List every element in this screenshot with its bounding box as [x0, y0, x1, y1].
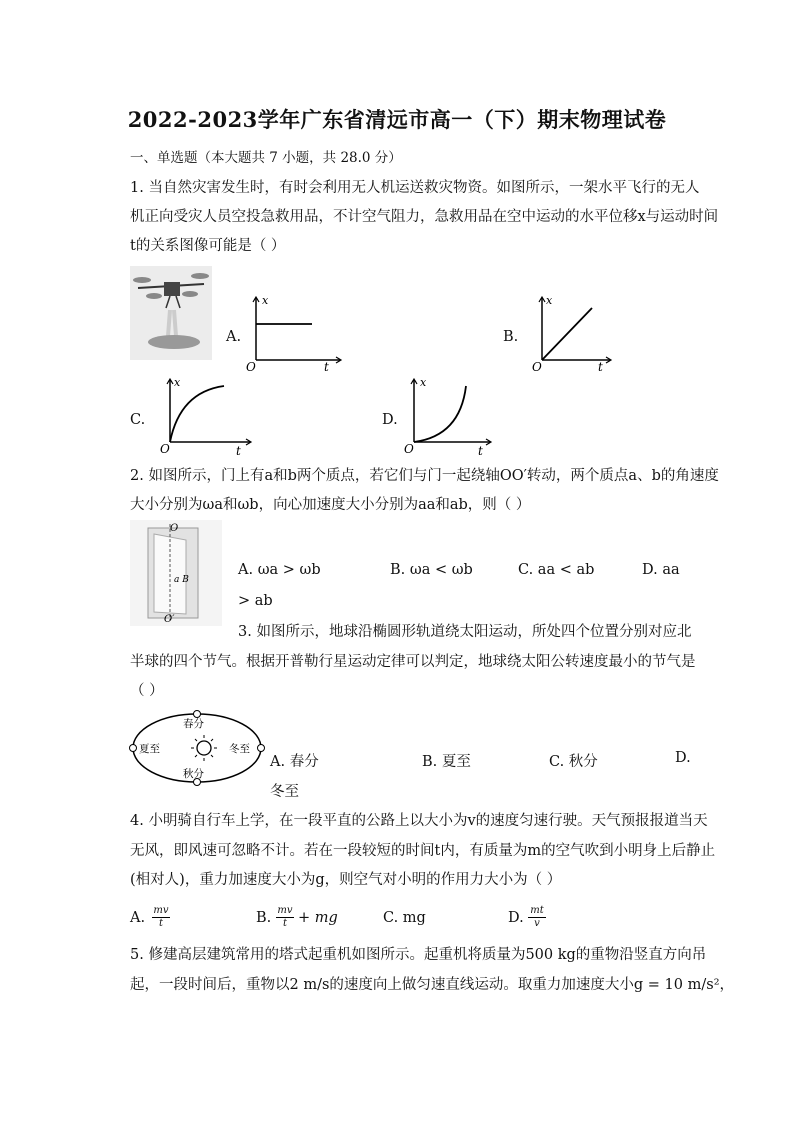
q4-option-a-fraction	[152, 905, 170, 930]
q4-option-b-tail: + mg	[298, 910, 338, 926]
orbit-diagram	[128, 710, 266, 790]
orbit-spring-equinox: 春分	[183, 718, 204, 730]
q1-b-x-label: x	[546, 294, 553, 307]
q4-option-a[interactable]: A.	[130, 910, 146, 926]
q2-option-d-cont: > ab	[238, 593, 273, 609]
q3-option-d-cont: 冬至	[270, 784, 299, 800]
q2-option-d[interactable]: D. aa	[642, 562, 680, 578]
q1-b-origin: O	[532, 360, 542, 374]
fraction-numerator: mv	[153, 905, 169, 916]
q2-option-b[interactable]: B. ωa < ωb	[390, 562, 473, 578]
section-heading: 一、单选题（本大题共 7 小题，共 28.0 分）	[130, 150, 402, 166]
q3-option-d[interactable]: D.	[675, 750, 691, 766]
q4-option-d[interactable]: D.	[508, 910, 524, 926]
fraction-denominator: v	[528, 917, 546, 930]
q1-option-b[interactable]: B.	[503, 329, 519, 345]
q1-b-t-label: t	[598, 360, 603, 374]
q1-graph-a	[244, 292, 344, 374]
orbit-summer-solstice: 夏至	[139, 743, 160, 755]
q4-line2: 无风，即风速可忽略不计。若在一段较短的时间t内，有质量为m的空气吹到小明身上后静止	[130, 843, 716, 859]
q2-option-a[interactable]: A. ωa > ωb	[238, 562, 321, 578]
sun-icon	[191, 735, 217, 761]
q1-c-x-label: x	[174, 376, 181, 389]
q1-option-a[interactable]: A.	[226, 329, 242, 345]
q3-line3: （ ）	[130, 683, 164, 699]
q5-line2: 起，一段时间后，重物以2 m/s的速度向上做匀速直线运动。取重力加速度大小g = 10 m/s²，	[130, 977, 735, 993]
fraction-numerator: mt	[530, 905, 544, 916]
drone-photo	[130, 266, 212, 360]
q1-a-t-label: t	[324, 360, 329, 374]
q1-a-origin: O	[246, 360, 256, 374]
q3-line2: 半球的四个节气。根据开普勒行星运动定律可以判定，地球绕太阳公转速度最小的节气是	[130, 654, 696, 670]
q1-graph-d	[402, 374, 494, 458]
q2-line2: 大小分别为ωa和ωb，向心加速度大小分别为aa和ab，则（ ）	[130, 497, 531, 513]
q1-a-x-label: x	[262, 294, 269, 307]
fraction-denominator: t	[276, 917, 294, 930]
door-axis-bottom: O′	[164, 614, 175, 625]
q1-line1: 1. 当自然灾害发生时，有时会利用无人机运送救灾物资。如图所示，一架水平飞行的无人	[130, 180, 700, 196]
q4-line3: (相对人)，重力加速度大小为g，则空气对小明的作用力大小为（ ）	[130, 872, 562, 888]
q2-option-c[interactable]: C. aa < ab	[518, 562, 595, 578]
q4-option-d-fraction	[528, 905, 546, 930]
q4-line1: 4. 小明骑自行车上学，在一段平直的公路上以大小为v的速度匀速行驶。天气预报报道当天	[130, 813, 708, 829]
fraction-denominator: t	[152, 917, 170, 930]
q5-line1: 5. 修建高层建筑常用的塔式起重机如图所示。起重机将质量为500 kg的重物沿竖直方向吊	[130, 947, 707, 963]
q1-c-t-label: t	[236, 444, 241, 458]
q1-d-x-label: x	[420, 376, 427, 389]
q3-option-b[interactable]: B. 夏至	[422, 754, 471, 770]
q3-option-c[interactable]: C. 秋分	[549, 754, 598, 770]
q1-line2: 机正向受灾人员空投急救用品，不计空气阻力，急救用品在空中运动的水平位移x与运动时间	[130, 209, 719, 225]
q1-graph-b	[530, 292, 614, 374]
q1-d-t-label: t	[478, 444, 483, 458]
orbit-autumn-equinox: 秋分	[183, 768, 204, 780]
q1-option-c[interactable]: C.	[130, 412, 146, 428]
door-axis-top: O	[170, 523, 179, 534]
door-points-label: a B	[174, 575, 189, 585]
q1-c-origin: O	[160, 442, 170, 456]
q4-option-b-fraction	[276, 905, 294, 930]
orbit-winter-solstice: 冬至	[229, 743, 250, 755]
door-figure	[130, 520, 222, 626]
q3-option-a[interactable]: A. 春分	[270, 754, 319, 770]
q2-line1: 2. 如图所示，门上有a和b两个质点，若它们与门一起绕轴OO′转动，两个质点a、b的角速度	[130, 468, 719, 484]
q1-line3: t的关系图像可能是（ ）	[130, 238, 286, 254]
q1-d-origin: O	[404, 442, 414, 456]
q1-graph-c	[158, 374, 254, 458]
q4-option-b[interactable]: B.	[256, 910, 272, 926]
q3-line1: 3. 如图所示，地球沿椭圆形轨道绕太阳运动，所处四个位置分别对应北	[238, 624, 692, 640]
q4-option-c[interactable]: C. mg	[383, 910, 426, 926]
fraction-numerator: mv	[277, 905, 293, 916]
q1-option-d[interactable]: D.	[382, 412, 398, 428]
page-title: 2022-2023学年广东省清远市高一（下）期末物理试卷	[127, 107, 667, 132]
